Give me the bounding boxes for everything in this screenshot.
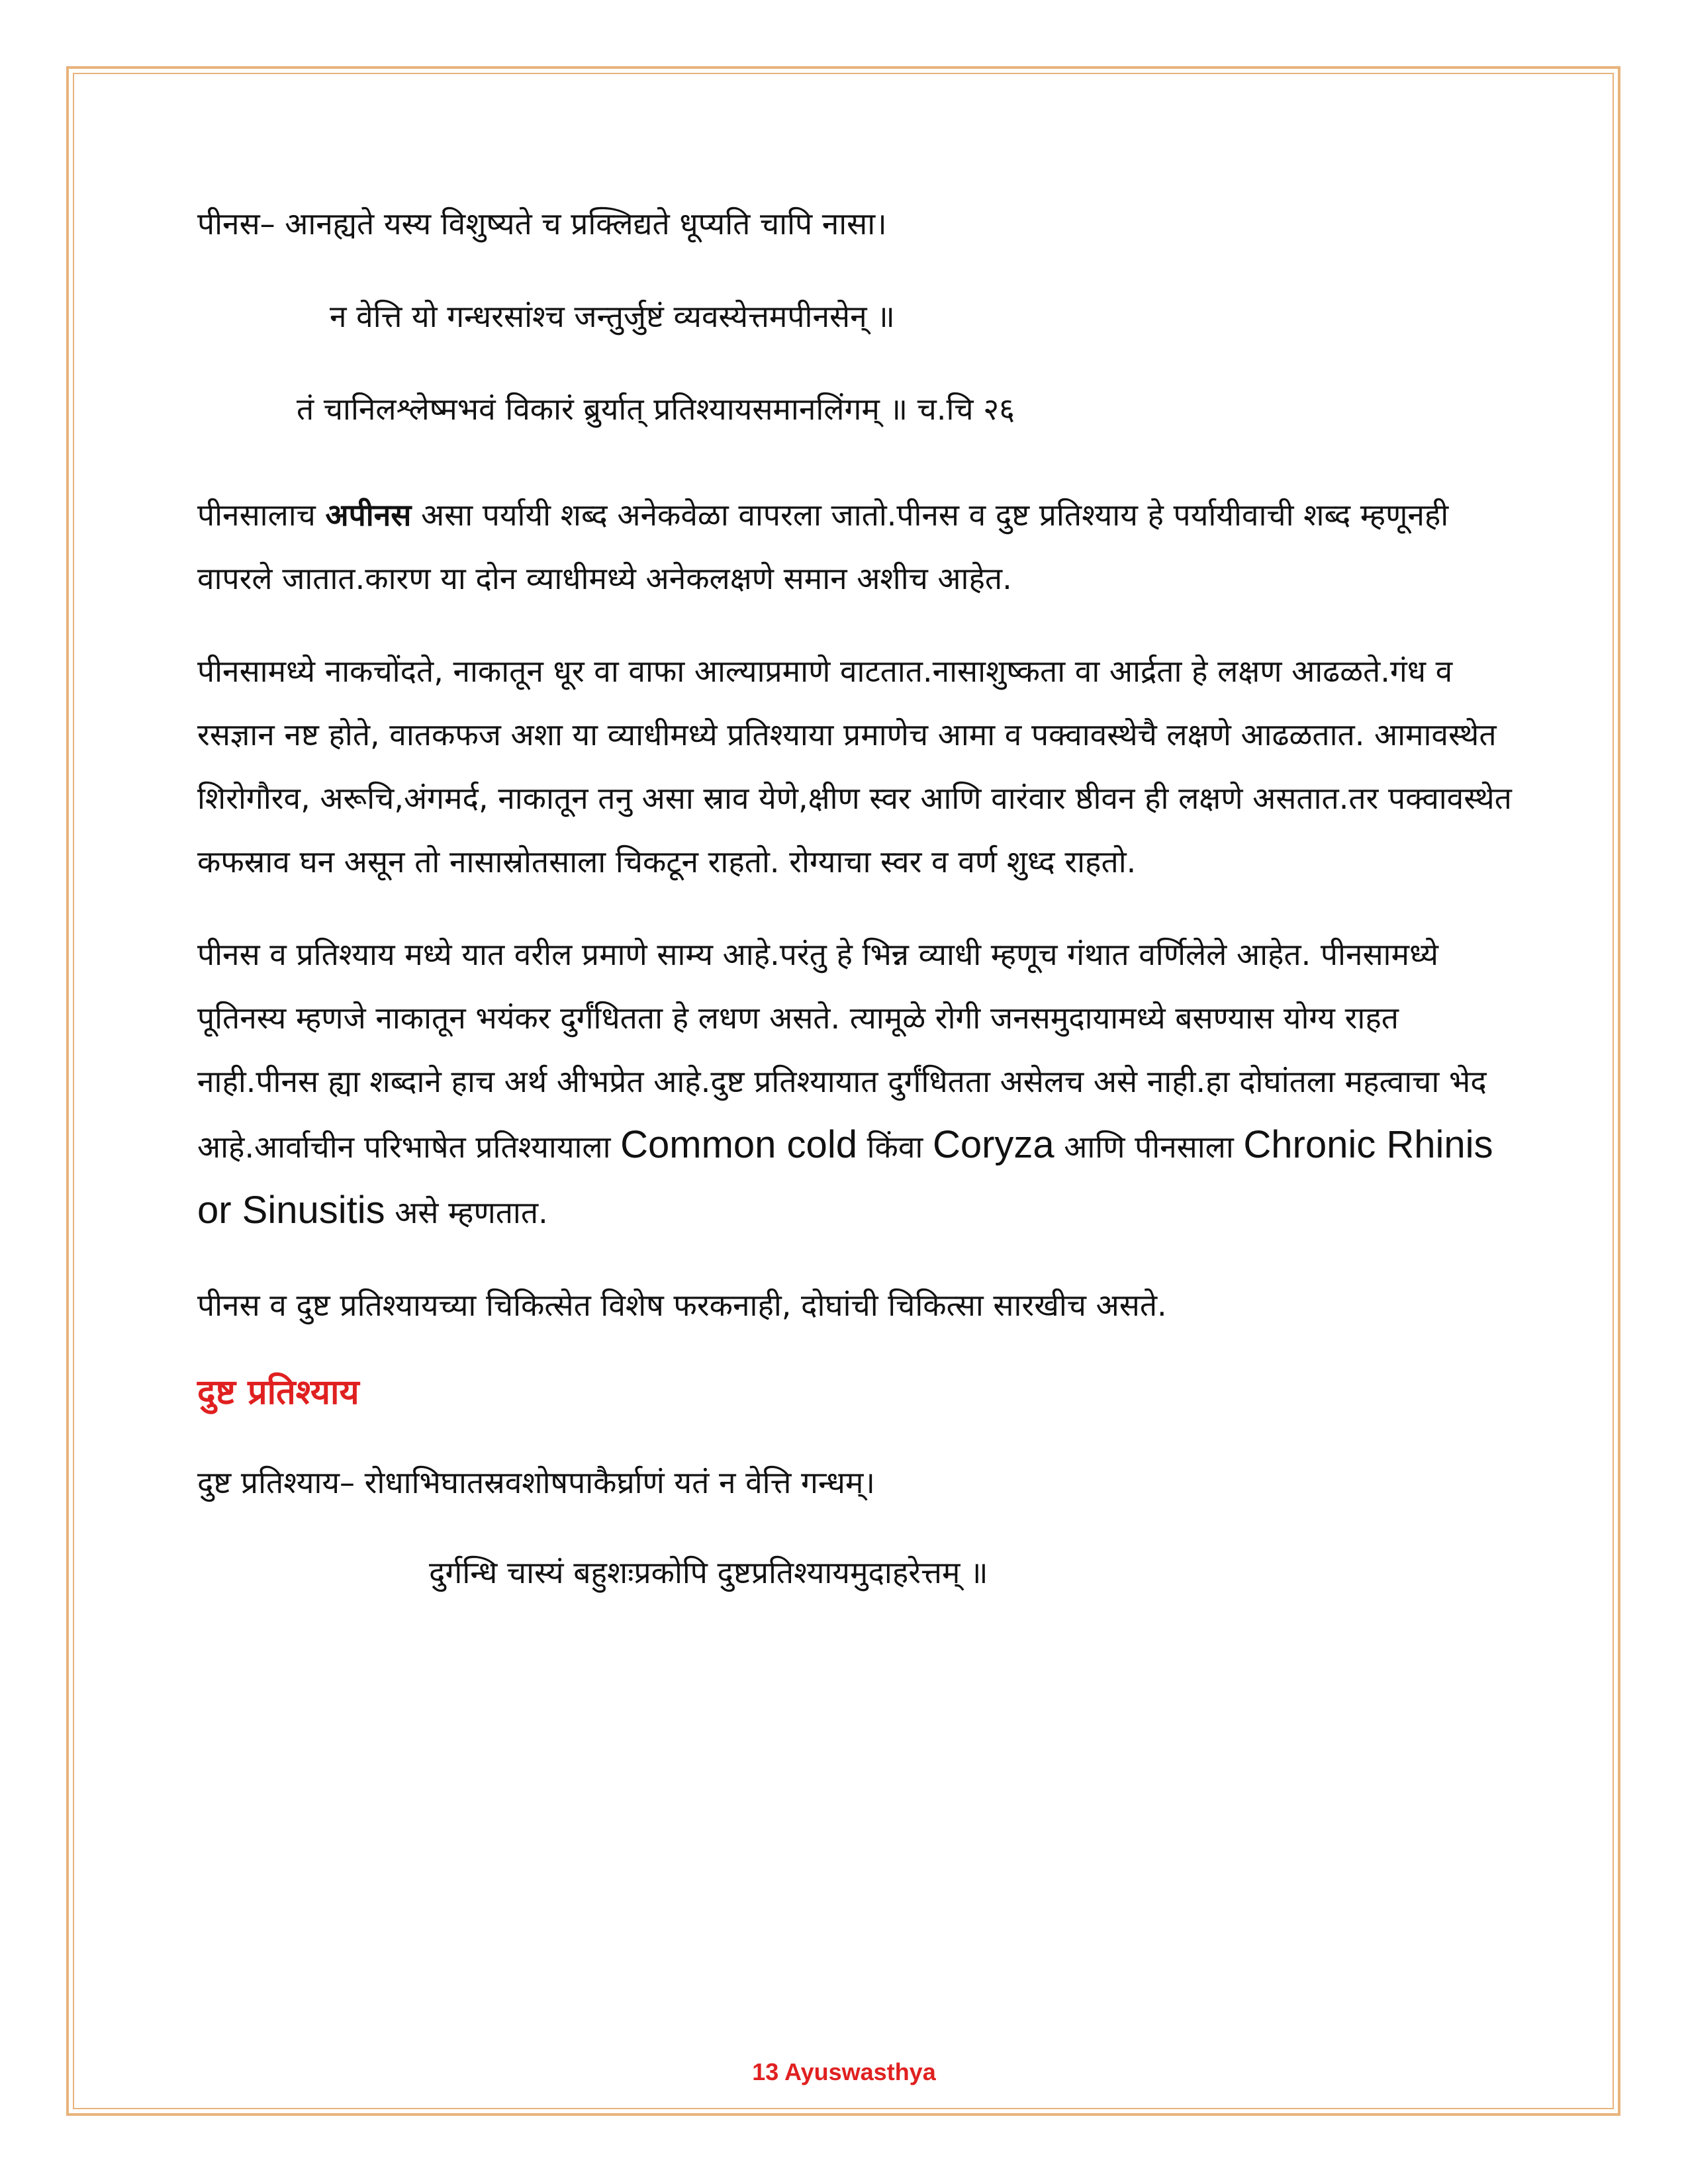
- verse-line-1: पीनस– आनह्यते यस्य विशुष्यते च प्रक्लिद्यते धूप्यति चापि नासा।: [197, 206, 887, 242]
- verse-line-3: तं चानिलश्लेष्मभवं विकारं ब्रुर्यात् प्रतिश्यायसमानलिंगम् ॥ च.चि २६: [297, 391, 1015, 427]
- paragraph-symptoms: पीनसामध्ये नाकचोंदते, नाकातून धूर वा वाफा आल्याप्रमाणे वाटतात.नासाशुष्कता वा आर्द्रता हे लक्षण आढळते.गंध व रसज्ञान नष्ट होते, वातकफज अशा या व्याधीमध्ये प्रतिश्याया प्रमाणेच आमा व पक्वावस्थेचै लक्षणे आढळतात. आमावस्थेत शिरोगौरव, अरूचि,अंगमर्द, नाकातून तनु असा स्राव येणे,क्षीण स्वर आणि वारंवार ष्ठीवन ही लक्षणे असतात.तर पक्वावस्थेत कफस्राव घन असून तो नासास्रोतसाला चिकटून राहतो. रोग्याचा स्वर व वर्ण शुध्द राहतो.: [197, 653, 1512, 880]
- page-content: [197, 192, 1515, 1604]
- verse-line-5: दुर्गन्धि चास्यं बहुशःप्रकोपि दुष्टप्रतिश्यायमुदाहरेत्तम् ॥: [429, 1555, 988, 1590]
- term-chronic-rhinis: Chronic Rhinis or Sinusitis: [197, 1123, 1493, 1232]
- term-coryza: Coryza: [932, 1123, 1055, 1166]
- apinas-term: अपीनस: [325, 497, 412, 533]
- paragraph-difference: [197, 923, 1515, 1244]
- paragraph-difference-text-2: किंवा: [857, 1129, 933, 1165]
- paragraph-apinas-start: पीनसालाच: [197, 497, 326, 533]
- section-heading: दुष्ट प्रतिश्याय: [197, 1373, 359, 1412]
- verse-line-4: दुष्ट प्रतिश्याय– रोधाभिघातस्रवशोषपाकैर्घ्राणं यतं न वेत्ति गन्धम्।: [197, 1465, 875, 1500]
- page-footer: 13 Ayuswasthya: [752, 2058, 936, 2085]
- paragraph-apinas-rest: असा पर्यायी शब्द अनेकवेळा वापरला जातो.पीनस व दुष्ट प्रतिश्याय हे पर्यायीवाची शब्द म्हणूनही वापरले जातात.कारण या दोन व्याधीमध्ये अनेकलक्षणे समान अशीच आहेत.: [197, 497, 1449, 596]
- verse-line-2: न वेत्ति यो गन्धरसांश्च जन्तुर्जुष्टं व्यवस्येत्तमपीनसेन् ॥: [330, 298, 895, 334]
- paragraph-treatment: पीनस व दुष्ट प्रतिश्यायच्या चिकित्सेत विशेष फरकनाही, दोघांची चिकित्सा सारखीच असते.: [197, 1287, 1167, 1323]
- paragraph-difference-text-3: आणि पीनसाला: [1054, 1129, 1244, 1165]
- term-common-cold: Common cold: [620, 1123, 857, 1166]
- paragraph-difference-text-4: असे म्हणतात.: [385, 1195, 548, 1230]
- paragraph-difference-text-1: पीनस व प्रतिश्याय मध्ये यात वरील प्रमाणे साम्य आहे.परंतु हे भिन्न व्याधी म्हणूच गंथात वर्णिलेले आहेत. पीनसामध्ये पूतिनस्य म्हणजे नाकातून भयंकर दुर्गंधितता हे लधण असते. त्यामूळे रोगी जनसमुदायामध्ये बसण्यास योग्य राहत नाही.पीनस ह्या शब्दाने हाच अर्थ अीभप्रेत आहे.दुष्ट प्रतिश्यायात दुर्गंधितता असेलच असे नाही.हा दोघांतला महत्वाचा भेद आहे.आर्वाचीन परिभाषेत प्रतिश्यायाला: [197, 936, 1487, 1165]
- paragraph-apinas: [197, 483, 1515, 610]
